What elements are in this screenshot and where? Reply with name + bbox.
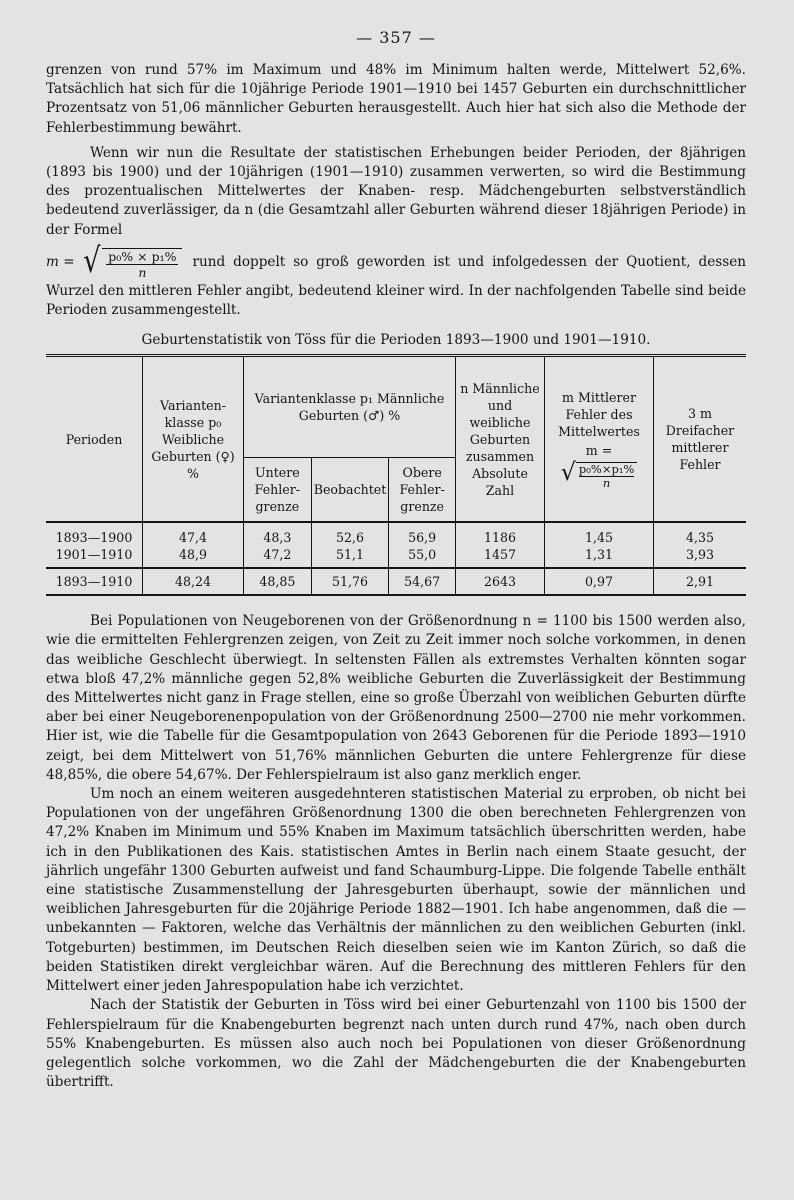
cell-beobachtet: 52,6 [311, 522, 389, 546]
cell-beobachtet: 51,1 [311, 546, 389, 568]
cell-n: 2643 [456, 568, 545, 595]
formula-radical [81, 240, 183, 281]
page-number: — 357 — [356, 28, 436, 47]
header-obere: Obere Fehler-grenze [389, 458, 456, 523]
cell-periode: 1893—1910 [46, 568, 143, 595]
cell-obere: 55,0 [389, 546, 456, 568]
cell-m: 1,31 [545, 546, 654, 568]
cell-three-m: 3,93 [654, 546, 747, 568]
table-caption: Geburtenstatistik von Töss für die Perioden 1893—1900 und 1901—1910. [141, 332, 651, 349]
cell-three-m: 2,91 [654, 568, 747, 595]
formula-fraction [102, 248, 182, 280]
header-three-m: 3 m Dreifacher mittlerer Fehler [654, 356, 747, 523]
paragraph-schaumburg-lippe: Um noch an einem weiteren ausgedehnteren statistischen Material zu erproben, ob nicht bei Populationen von der ungefähren Größenordnung 1300 die oben berechneten Fehlergrenzen von 47,2% Knaben im Minimum und 55% Knaben im Maximum tatsächlich überschritten werden, habe ich in den Publikationen des Kais. statistischen Amtes in Berlin nach einem Staate gesucht, der jährlich ungefähr 1300 Geburten aufweist und fand Schaumburg-Lippe. Die folgende Tabelle enthält eine statistische Zusammenstellung der Jahresgeburten überhaupt, sowie der männlichen und weiblichen Jahresgeburten für die 20jährige Periode 1882—1901. Ich habe angenommen, daß die — unbekannten — Faktoren, welche das Verhältnis der männlichen zu den weiblichen Geburten (inkl. Totgeburten) bestimmen, im Deutschen Reich dieselben seien wie im Kanton Zürich, so daß die beiden Statistiken direkt vergleichbar wären. Auf die Berechnung des mittleren Fehlers für den Mittelwert einer jeden Jahrespopulation habe ich verzichtet. [46, 786, 746, 995]
cell-p0: 47,4 [143, 522, 244, 546]
birth-statistics-table [46, 354, 746, 596]
header-p0: Varianten-klasse p₀ Weibliche Geburten (♀) % [143, 356, 244, 523]
cell-untere: 48,85 [244, 568, 312, 595]
formula-lhs: m = [46, 253, 75, 270]
cell-beobachtet: 51,76 [311, 568, 389, 595]
formula-denominator: n [138, 264, 147, 280]
header-m-denominator: n [602, 475, 611, 490]
header-n: n Männliche und weibliche Geburten zusammen Absolute Zahl [456, 356, 545, 523]
header-perioden: Perioden [46, 356, 143, 523]
paragraph-formula-end: Wurzel den mittleren Fehler angibt, bedeutend kleiner wird. In der nachfolgenden Tabelle sind beide Perioden zusammengestellt. [46, 282, 746, 319]
paragraph-conclusion: Nach der Statistik der Geburten in Töss wird bei einer Geburtenzahl von 1100 bis 1500 der Fehlerspielraum für die Knabengeburten begrenzt nach unten durch rund 47%, nach oben durch 55% Knabengeburten. Es müssen also auch noch bei Populationen von dieser Größenordnung gelegentlich solche vorkommen, wo die Zahl der Mädchengeburten die der Knabengeburten übertrifft. [46, 997, 746, 1091]
cell-p0: 48,24 [143, 568, 244, 595]
table-row [46, 546, 746, 568]
cell-three-m: 4,35 [654, 522, 747, 546]
table-total-row [46, 568, 746, 595]
cell-m: 1,45 [545, 522, 654, 546]
intro-paragraph: grenzen von rund 57% im Maximum und 48% im Minimum halten werde, Mittelwert 52,6%. Tatsächlich hat sich für die 10jährige Periode 1901—1910 bei 1457 Geburten ein durchschnittlicher Prozentsatz von 51,06 männlicher Geburten herausgestellt. Auch hier hat sich also die Methode der Fehlerbestimmung bewährt. [46, 62, 746, 136]
body-text [46, 612, 746, 1092]
formula-numerator: p₀% × p₁% [108, 248, 177, 264]
header-m-radical [547, 459, 651, 490]
cell-m: 0,97 [545, 568, 654, 595]
header-m-numerator: p₀%×p₁% [578, 461, 635, 476]
header-m-fraction [576, 462, 637, 490]
cell-n: 1457 [456, 546, 545, 568]
formula-rest-text: rund doppelt so groß geworden ist und infolgedessen der Quotient, dessen [192, 253, 746, 270]
cell-periode: 1901—1910 [55, 547, 133, 563]
cell-obere: 54,67 [389, 568, 456, 595]
formula-line [46, 242, 746, 282]
cell-n: 1186 [456, 522, 545, 546]
header-m [545, 356, 654, 523]
cell-untere: 48,3 [244, 522, 312, 546]
header-p1-group: Variantenklasse p₁ Männliche Geburten (♂) % [244, 356, 456, 458]
table-row [46, 522, 746, 546]
cell-p0: 48,9 [143, 546, 244, 568]
header-m-text: m Mittlerer Fehler des Mittelwertes [558, 389, 640, 439]
header-beobachtet: Beobachtet [311, 458, 389, 523]
cell-untere: 47,2 [244, 546, 312, 568]
header-untere: Untere Fehler-grenze [244, 458, 312, 523]
paragraph-populations: Bei Populationen von Neugeborenen von der Größenordnung n = 1100 bis 1500 werden also, wie die ermittelten Fehlergrenzen zeigen, von Zeit zu Zeit immer noch solche vorkommen, in denen das weibliche Geschlecht überwiegt. In seltensten Fällen als extremstes Verhalten könnten sogar etwa bloß 47,2% männliche gegen 52,8% weibliche Geburten die Zuverlässigkeit der Bestimmung des Mittelwertes nicht ganz in Frage stellen, eine so große Überzahl von weiblichen Geburten dürfte aber bei einer Neugeborenenpopulation von der Größenordnung 2500—2700 nie mehr vorkommen. Hier ist, wie die Tabelle für die Gesamtpopulation von 2643 Geborenen für die Periode 1893—1910 zeigt, bei dem Mittelwert von 51,76% männlichen Geburten die untere Fehlergrenze für diese 48,85%, die obere 54,67%. Der Fehlerspielraum ist also ganz merklich enger. [46, 613, 746, 783]
header-root-sign: √ [560, 457, 576, 486]
paragraph-formula-intro: Wenn wir nun die Resultate der statistischen Erhebungen beider Perioden, der 8jährigen (1893 bis 1900) und der 10jährigen (1901—1910) zusammen verwerten, so wird die Bestimmung des prozentualischen Mittelwertes der Knaben- resp. Mädchengeburten selbstverständlich bedeutend zuverlässiger, da n (die Gesamtzahl aller Geburten während dieser 18jährigen Periode) in der Formel [46, 144, 746, 238]
cell-periode: 1893—1900 [55, 530, 133, 546]
cell-obere: 56,9 [389, 522, 456, 546]
root-sign: √ [82, 240, 101, 281]
header-m-formula-lhs: m = [585, 442, 613, 458]
header-m-formula [547, 442, 651, 459]
